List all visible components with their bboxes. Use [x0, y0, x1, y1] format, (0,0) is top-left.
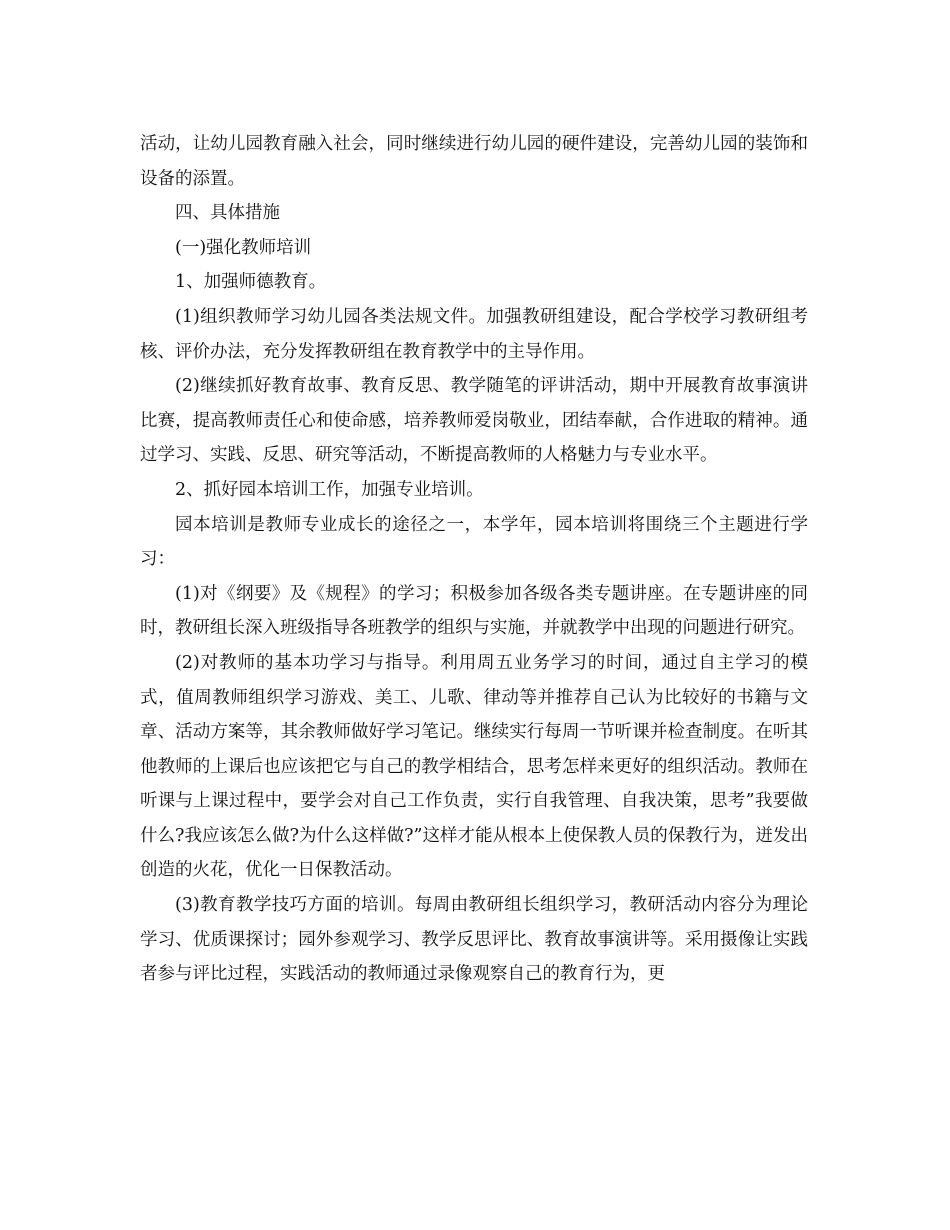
document-page: [140, 127, 808, 992]
paragraph-continued: 活动，让幼儿园教育融入社会，同时继续进行幼儿园的硬件建设，完善幼儿园的装饰和设备的添置。: [140, 134, 808, 189]
paragraph-school-training-intro: 园本培训是教师专业成长的途径之一，本学年，园本培训将围绕三个主题进行学习：: [140, 514, 808, 570]
section-heading-measures: 四、具体措施: [175, 203, 280, 224]
item-heading-school-training: 2、抓好园本培训工作，加强专业培训。: [175, 479, 484, 500]
item-heading-ethics: 1、加强师德教育。: [175, 272, 327, 293]
paragraph-ethics-1: (1)组织教师学习幼儿园各类法规文件。加强教研组建设，配合学校学习教研组考核、评价办法，充分发挥教研组在教育教学中的主导作用。: [140, 306, 808, 362]
paragraph-ethics-2: (2)继续抓好教育故事、教育反思、教学随笔的评讲活动，期中开展教育故事演讲比赛，提高教师责任心和使命感，培养教师爱岗敬业，团结奉献，合作进取的精神。通过学习、实践、反思、研究等活动，不断提高教师的人格魅力与专业水平。: [140, 376, 808, 466]
paragraph-training-3: (3)教育教学技巧方面的培训。每周由教研组长组织学习，教研活动内容分为理论学习、优质课探讨；园外参观学习、教学反思评比、教育故事演讲等。采用摄像让实践者参与评比过程，实践活动的教师通过录像观察自己的教育行为，更: [140, 895, 808, 985]
paragraph-training-1: (1)对《纲要》及《规程》的学习；积极参加各级各类专题讲座。在专题讲座的同时，教研组长深入班级指导各班教学的组织与实施，并就教学中出现的问题进行研究。: [140, 583, 808, 639]
subsection-heading-teacher-training: (一)强化教师培训: [175, 237, 312, 258]
paragraph-training-2: (2)对教师的基本功学习与指导。利用周五业务学习的时间，通过自主学习的模式，值周教师组织学习游戏、美工、儿歌、律动等并推荐自己认为比较好的书籍与文章、活动方案等，其余教师做好学习笔记。继续实行每周一节听课并检查制度。在听其他教师的上课后也应该把它与自己的教学相结合，思考怎样来更好的组织活动。教师在听课与上课过程中，要学会对自己工作负责，实行自我管理、自我决策，思考”我要做什么?我应该怎么做?为什么这样做?”这样才能从根本上使保教人员的保教行为，迸发出创造的火花，优化一日保教活动。: [140, 652, 808, 881]
